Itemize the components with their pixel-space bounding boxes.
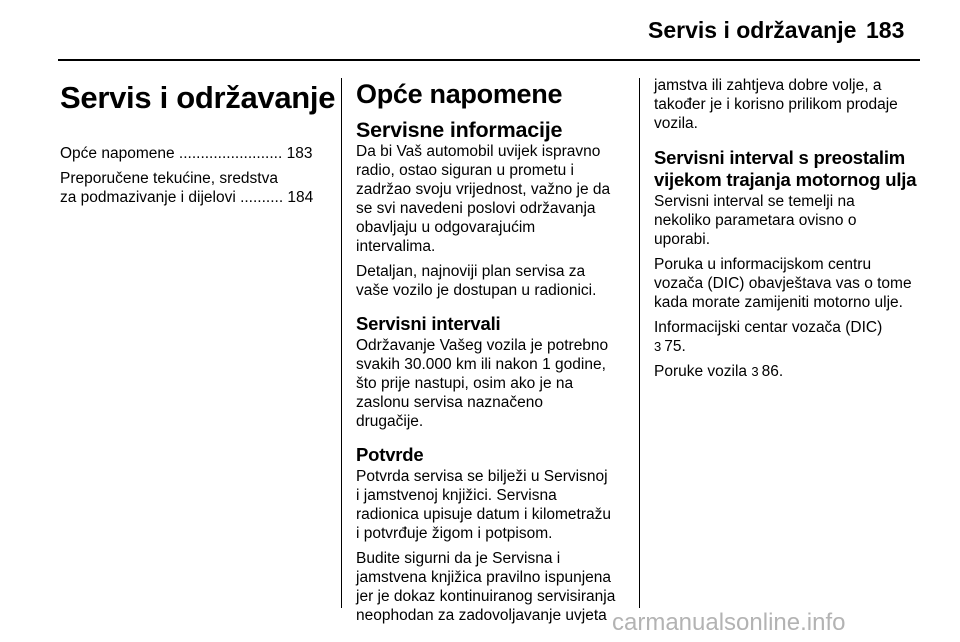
page-reference-icon: 3	[751, 364, 759, 379]
section-title: Opće napomene	[356, 79, 563, 109]
toc-line: Preporučene tekućine, sredstva	[60, 170, 278, 187]
oil-life-heading: Servisni interval s preostalim vijekom trajanja motornog ulja	[654, 147, 917, 190]
oil-life-paragraph-4: Poruke vozila 3 86.	[654, 363, 784, 380]
column-1	[60, 70, 336, 213]
watermark: carmanualsonline.info	[612, 609, 846, 636]
service-info-paragraph-1: Da bi Vaš automobil uvijek ispravno radio, ostao siguran u prometu i zadržao svoju vrijednost, važno je da se svi navedeni poslovi održavanja obavljaju u odgovarajućim intervalima.	[356, 143, 611, 255]
service-intervals-paragraph: Održavanje Vašeg vozila je potrebno svakih 30.000 km ili nakon 1 godine, što prije nastupi, osim ako je na zaslonu servisa naznačeno drugačije.	[356, 337, 609, 430]
oil-life-paragraph-2: Poruka u informacijskom centru vozača (DIC) obavještava vas o tome kada morate zamijeniti motorno ulje.	[654, 256, 912, 311]
oil-life-section	[654, 147, 926, 381]
column-divider-2	[639, 78, 640, 608]
table-of-contents	[60, 144, 326, 207]
confirmations-paragraph-2: Budite sigurni da je Servisna i jamstvena knjižica pravilno ispunjena jer je dokaz kontinuiranog servisiranja neophodan za zadovoljavanje uvjeta	[356, 550, 616, 624]
service-intervals-heading: Servisni intervali	[356, 313, 501, 334]
continued-paragraph: jamstva ili zahtjeva dobre volje, a također je i korisno prilikom prodaje vozila.	[654, 77, 898, 132]
service-info-paragraph-2: Detaljan, najnoviji plan servisa za vaše vozilo je dostupan u radionici.	[356, 263, 597, 299]
oil-life-paragraph-3: Informacijski centar vozača (DIC) 3 75.	[654, 318, 926, 356]
toc-entry-general-notes[interactable]	[60, 144, 326, 163]
vehicle-messages-page-reference[interactable]: 3 86.	[751, 363, 784, 380]
toc-line: Opće napomene ........................ 183	[60, 145, 313, 162]
column-3	[654, 76, 926, 394]
column-divider-1	[341, 78, 342, 608]
oil-life-paragraph-1: Servisni interval se temelji na nekoliko parametara ovisno o uporabi.	[654, 193, 857, 248]
page-number: 183	[866, 17, 905, 43]
toc-line: za podmazivanje i dijelovi .......... 184	[60, 189, 314, 206]
page-reference-icon: 3	[654, 339, 662, 354]
column-2	[356, 70, 626, 638]
running-header-title: Servis i održavanje	[648, 17, 857, 43]
dic-page-reference[interactable]: 3 75.	[654, 338, 686, 355]
toc-entry-fluids[interactable]	[60, 169, 326, 207]
service-info-heading: Servisne informacije	[356, 118, 563, 142]
service-info-section	[356, 118, 626, 300]
chapter-title: Servis i održavanje	[60, 80, 336, 115]
confirmations-heading: Potvrde	[356, 444, 424, 465]
confirmations-section	[356, 444, 626, 625]
confirmations-paragraph-1: Potvrda servisa se bilježi u Servisnoj i jamstvenoj knjižici. Servisna radionica upisuje datum i kilometražu i potvrđuje žigom i potpisom.	[356, 468, 612, 542]
service-intervals-section	[356, 313, 626, 431]
header-rule	[58, 59, 920, 61]
